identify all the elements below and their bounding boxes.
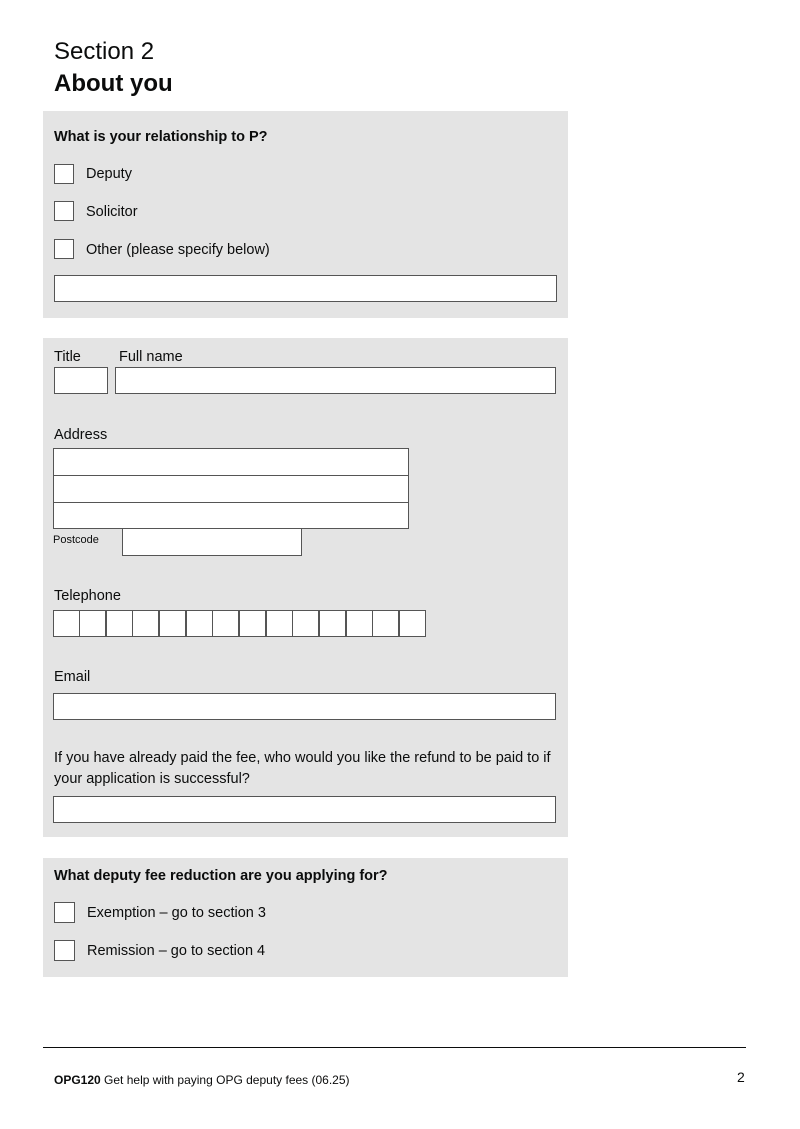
exemption-label: Exemption – go to section 3 — [87, 905, 266, 921]
telephone-digit-box[interactable] — [346, 610, 373, 637]
telephone-digit-box[interactable] — [372, 610, 399, 637]
telephone-digit-box[interactable] — [132, 610, 159, 637]
section-number: Section 2 — [54, 38, 155, 65]
deputy-checkbox[interactable] — [54, 164, 74, 184]
deputy-label: Deputy — [86, 166, 132, 182]
solicitor-label: Solicitor — [86, 204, 138, 220]
other-label: Other (please specify below) — [86, 242, 270, 258]
full-name-field[interactable] — [115, 367, 556, 394]
exemption-checkbox[interactable] — [54, 902, 75, 923]
telephone-digit-box[interactable] — [186, 610, 213, 637]
solicitor-checkbox[interactable] — [54, 201, 74, 221]
telephone-digit-box[interactable] — [319, 610, 346, 637]
telephone-digit-box[interactable] — [292, 610, 319, 637]
email-field[interactable] — [53, 693, 556, 720]
telephone-digit-box[interactable] — [106, 610, 133, 637]
telephone-digit-box[interactable] — [212, 610, 239, 637]
address-label: Address — [54, 427, 108, 443]
section-title: About you — [54, 70, 173, 97]
email-label: Email — [54, 669, 91, 685]
page-number: 2 — [737, 1069, 745, 1085]
reduction-question: What deputy fee reduction are you applying for? — [54, 868, 388, 884]
address-line-1-field[interactable] — [53, 448, 409, 476]
relationship-question: What is your relationship to P? — [54, 129, 268, 145]
other-checkbox[interactable] — [54, 239, 74, 259]
full-name-label: Full name — [119, 349, 183, 365]
telephone-digit-box[interactable] — [159, 610, 186, 637]
remission-checkbox[interactable] — [54, 940, 75, 961]
telephone-digit-box[interactable] — [239, 610, 266, 637]
remission-label: Remission – go to section 4 — [87, 943, 266, 959]
postcode-label: Postcode — [53, 534, 99, 546]
title-label: Title — [54, 349, 81, 365]
telephone-digit-box[interactable] — [266, 610, 293, 637]
other-specify-field[interactable] — [54, 275, 557, 302]
postcode-field[interactable] — [122, 528, 302, 556]
telephone-digit-box[interactable] — [399, 610, 426, 637]
form-code: OPG120 — [54, 1073, 101, 1087]
form-title: Get help with paying OPG deputy fees (06.25) — [104, 1073, 350, 1087]
address-line-2-field[interactable] — [53, 475, 409, 503]
refund-question: If you have already paid the fee, who would you like the refund to be paid to if your application is successful? — [54, 750, 551, 787]
footer-text — [54, 1073, 350, 1087]
title-field[interactable] — [54, 367, 108, 394]
telephone-label: Telephone — [54, 588, 121, 604]
telephone-digit-box[interactable] — [79, 610, 106, 637]
refund-field[interactable] — [53, 796, 556, 823]
footer-divider — [43, 1047, 746, 1048]
telephone-digit-box[interactable] — [53, 610, 80, 637]
address-line-3-field[interactable] — [53, 502, 409, 529]
